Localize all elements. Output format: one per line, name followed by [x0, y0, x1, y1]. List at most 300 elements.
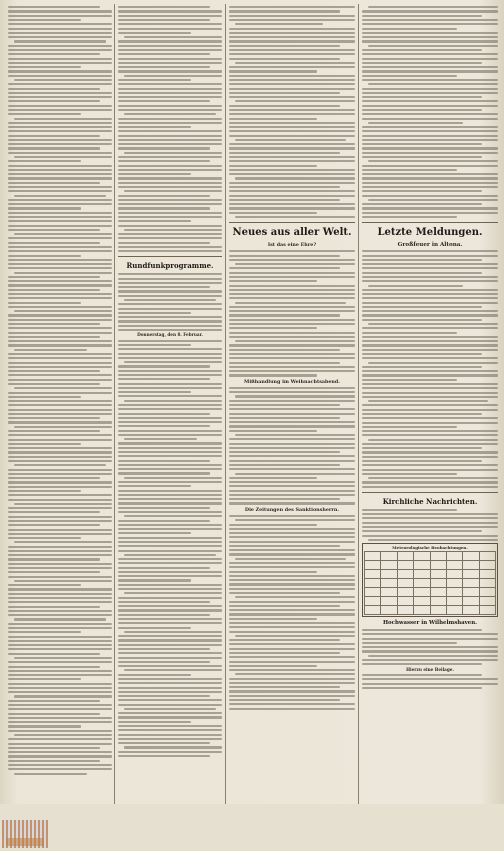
- weather-cell: [381, 579, 397, 588]
- text-line: [118, 699, 222, 701]
- text-line: [362, 70, 498, 72]
- text-line: [118, 387, 222, 389]
- text-line: [8, 199, 112, 201]
- text-line: [229, 109, 355, 111]
- text-line: [362, 464, 498, 466]
- text-line: [8, 571, 100, 573]
- text-line: [229, 460, 355, 462]
- program-date-line: Donnerstag, den 8. Februar.: [137, 332, 203, 338]
- text-line: [362, 53, 498, 55]
- weather-cell: [479, 606, 495, 615]
- text-line: [229, 186, 340, 188]
- text-line: [229, 562, 355, 564]
- text-line: [118, 340, 222, 342]
- text-line: [229, 417, 340, 419]
- text-line: [229, 212, 317, 214]
- text-line: [229, 438, 355, 440]
- text-line: [362, 663, 482, 665]
- text-line: [8, 242, 100, 244]
- weather-row: [365, 570, 496, 579]
- text-line: [362, 426, 457, 428]
- text-line: [8, 704, 112, 706]
- text-line: [8, 627, 112, 629]
- text-line: [118, 545, 222, 547]
- text-line: [118, 357, 222, 359]
- text-line: [118, 282, 222, 284]
- text-line: [8, 451, 112, 453]
- text-line: [118, 273, 222, 275]
- text-line: [118, 537, 222, 539]
- text-line: [8, 15, 112, 17]
- text-line: [118, 66, 210, 68]
- text-line: [8, 494, 112, 496]
- text-line: [8, 473, 112, 475]
- text-line: [362, 417, 498, 419]
- text-line: [118, 246, 222, 248]
- section-divider: [362, 492, 498, 493]
- text-line: [118, 118, 222, 120]
- text-line: [8, 747, 100, 749]
- text-line: [118, 395, 222, 397]
- column-3-text: [229, 6, 355, 218]
- text-line: [229, 169, 355, 171]
- text-line: [362, 203, 482, 205]
- text-line: [14, 734, 112, 736]
- text-line: [8, 344, 112, 346]
- text-line: [362, 357, 498, 359]
- church-news-heading: Kirchliche Nachrichten.: [382, 496, 478, 506]
- column-2: [118, 4, 222, 794]
- text-line: [118, 365, 210, 367]
- text-line: [118, 614, 210, 616]
- text-line: [362, 379, 457, 381]
- text-line: [8, 370, 100, 372]
- text-line: [118, 156, 222, 158]
- text-line: [362, 302, 498, 304]
- text-line: [229, 28, 355, 30]
- text-line: [362, 443, 498, 445]
- text-line: [8, 177, 112, 179]
- text-line: [229, 665, 317, 667]
- text-line: [118, 451, 222, 453]
- text-line: [118, 674, 191, 676]
- text-line: [118, 378, 210, 380]
- text-line: [118, 28, 222, 30]
- weather-table: [362, 543, 498, 617]
- text-line: [229, 79, 355, 81]
- text-line: [362, 447, 482, 449]
- text-line: [362, 332, 457, 334]
- text-line: [118, 212, 222, 214]
- text-line: [362, 522, 498, 524]
- text-line: [229, 126, 355, 128]
- text-line: [118, 605, 222, 607]
- text-line: [229, 143, 355, 145]
- text-line: [229, 579, 355, 581]
- text-line: [8, 216, 112, 218]
- text-line: [14, 618, 106, 620]
- text-line: [362, 297, 498, 299]
- text-line: [229, 353, 355, 355]
- text-line: [368, 122, 463, 124]
- text-line: [235, 558, 346, 560]
- text-line: [118, 648, 210, 650]
- text-line: [118, 130, 222, 132]
- text-line: [229, 362, 340, 364]
- text-line: [14, 79, 112, 81]
- text-line: [229, 276, 355, 278]
- text-line: [8, 327, 112, 329]
- text-line: [118, 45, 222, 47]
- text-line: [8, 606, 100, 608]
- text-line: [362, 66, 498, 68]
- text-line: [362, 387, 498, 389]
- latest-news-heading: Letzte Meldungen.: [377, 227, 483, 239]
- text-line: [229, 669, 355, 671]
- text-line: [229, 652, 340, 654]
- text-line: [118, 233, 222, 235]
- text-line: [8, 319, 112, 321]
- text-line: [118, 10, 222, 12]
- radio-program-listing: [118, 340, 222, 757]
- text-line: [8, 237, 112, 239]
- text-line: [118, 579, 191, 581]
- weather-cell: [430, 570, 446, 579]
- text-line: [362, 383, 498, 385]
- text-line: [8, 255, 81, 257]
- text-line: [362, 530, 482, 532]
- text-line: [362, 36, 498, 38]
- weather-cell: [479, 561, 495, 570]
- text-line: [8, 96, 112, 98]
- text-line: [229, 344, 355, 346]
- news-section-heading: Neues aus aller Welt.: [232, 227, 352, 239]
- text-line: [14, 118, 112, 120]
- text-line: [368, 83, 498, 85]
- text-line: [8, 45, 112, 47]
- weather-cell: [446, 597, 462, 606]
- weather-cell: [365, 597, 381, 606]
- text-line: [118, 716, 222, 718]
- text-line: [8, 755, 112, 757]
- weather-cell: [397, 561, 413, 570]
- text-line: [229, 280, 317, 282]
- text-line: [229, 464, 340, 466]
- text-line: [229, 541, 355, 543]
- text-line: [124, 190, 222, 192]
- text-line: [118, 652, 222, 654]
- text-line: [229, 571, 317, 573]
- text-line: [118, 203, 222, 205]
- weather-cell: [414, 579, 430, 588]
- text-line: [8, 550, 112, 552]
- text-line: [8, 276, 100, 278]
- text-line: [8, 520, 112, 522]
- weather-cell: [381, 588, 397, 597]
- text-line: [118, 58, 222, 60]
- text-line: [362, 88, 498, 90]
- text-line: [124, 36, 222, 38]
- text-line: [229, 366, 355, 368]
- text-line: [118, 635, 222, 637]
- text-line: [8, 160, 81, 162]
- text-line: [8, 511, 100, 513]
- weather-cell: [365, 552, 381, 561]
- text-line: [8, 19, 81, 21]
- text-line: [118, 316, 222, 318]
- text-line: [235, 434, 355, 436]
- text-line: [368, 160, 498, 162]
- text-line: [368, 400, 488, 402]
- column-rule: [114, 4, 115, 804]
- weather-cell: [397, 597, 413, 606]
- text-line: [8, 280, 112, 282]
- text-line: [8, 220, 112, 222]
- text-line: [8, 516, 112, 518]
- text-line: [8, 430, 100, 432]
- column-3: [229, 4, 355, 794]
- text-line: [362, 642, 457, 644]
- text-line: [8, 447, 112, 449]
- text-line: [229, 588, 355, 590]
- text-line: [362, 130, 498, 132]
- text-line: [235, 263, 355, 265]
- text-line: [362, 486, 498, 488]
- text-line: [124, 669, 222, 671]
- text-line: [8, 225, 112, 227]
- text-line: [118, 425, 210, 427]
- text-line: [229, 58, 340, 60]
- text-line: [235, 473, 355, 475]
- text-line: [8, 92, 112, 94]
- column-4: [362, 4, 498, 794]
- text-line: [362, 276, 498, 278]
- text-line: [8, 554, 112, 556]
- text-line: [8, 661, 112, 663]
- text-line: [235, 139, 346, 141]
- weather-cell: [446, 579, 462, 588]
- text-line: [229, 661, 355, 663]
- text-line: [229, 618, 317, 620]
- text-line: [8, 636, 112, 638]
- text-line: [8, 610, 112, 612]
- text-line: [14, 580, 112, 582]
- text-line: [229, 421, 355, 423]
- weather-row: [365, 579, 496, 588]
- text-line: [8, 700, 100, 702]
- text-line: [229, 639, 340, 641]
- text-line: [118, 53, 210, 55]
- text-line: [118, 383, 222, 385]
- text-line: [124, 361, 222, 363]
- text-line: [118, 417, 222, 419]
- text-line: [8, 126, 112, 128]
- text-line: [118, 490, 222, 492]
- text-line: [118, 177, 222, 179]
- text-line: [14, 40, 106, 42]
- text-line: [118, 567, 210, 569]
- text-line: [118, 374, 222, 376]
- text-line: [229, 83, 355, 85]
- text-line: [229, 96, 355, 98]
- text-line: [235, 216, 355, 218]
- text-line: [118, 468, 222, 470]
- text-line: [118, 135, 222, 137]
- text-line: [368, 285, 463, 287]
- text-line: [362, 143, 482, 145]
- text-line: [124, 152, 222, 154]
- text-line: [118, 195, 210, 197]
- text-line: [8, 499, 112, 501]
- text-line: [229, 306, 355, 308]
- latest-news-subheading: Großfeuer in Altona.: [397, 242, 463, 249]
- text-line: [362, 212, 498, 214]
- text-line: [118, 738, 222, 740]
- weather-cell: [365, 606, 381, 615]
- column-1-text: [8, 6, 112, 774]
- text-line: [8, 173, 112, 175]
- weather-cell: [430, 597, 446, 606]
- weather-cell: [414, 570, 430, 579]
- weather-row: [365, 588, 496, 597]
- text-line: [8, 246, 112, 248]
- news-subheading: Ist das eine Ehre?: [267, 242, 317, 249]
- text-line: [362, 353, 482, 355]
- text-line: [8, 409, 112, 411]
- weather-cell: [479, 552, 495, 561]
- text-line: [235, 519, 355, 521]
- text-line: [229, 285, 355, 287]
- text-line: [362, 310, 498, 312]
- text-line: [362, 10, 498, 12]
- text-line: [118, 169, 222, 171]
- text-line: [235, 635, 355, 637]
- text-line: [362, 58, 498, 60]
- text-line: [8, 6, 100, 8]
- text-line: [362, 62, 482, 64]
- text-line: [362, 96, 482, 98]
- text-line: [235, 302, 346, 304]
- text-line: [8, 353, 112, 355]
- text-line: [362, 207, 498, 209]
- text-line: [8, 143, 112, 145]
- text-line: [14, 773, 87, 775]
- text-line: [8, 674, 112, 676]
- text-line: [362, 190, 482, 192]
- text-line: [229, 190, 355, 192]
- text-line: [362, 674, 482, 676]
- text-line: [8, 486, 112, 488]
- text-line: [235, 395, 355, 397]
- weather-cell: [414, 597, 430, 606]
- column-2-text: [118, 6, 222, 252]
- text-line: [124, 515, 222, 517]
- text-line: [368, 6, 498, 8]
- text-line: [362, 186, 498, 188]
- text-line: [8, 165, 112, 167]
- text-line: [118, 143, 222, 145]
- text-line: [229, 695, 355, 697]
- text-line: [368, 45, 498, 47]
- text-line: [8, 152, 112, 154]
- text-line: [8, 670, 112, 672]
- text-line: [8, 267, 112, 269]
- text-line: [8, 383, 100, 385]
- text-line: [118, 704, 222, 706]
- text-line: [118, 122, 222, 124]
- text-line: [362, 513, 498, 515]
- flood-heading: Hochwasser in Wilhelmshaven.: [382, 620, 478, 627]
- text-line: [229, 45, 340, 47]
- weather-cell: [365, 588, 381, 597]
- text-line: [362, 659, 498, 661]
- text-line: [362, 526, 498, 528]
- section-divider: [362, 222, 498, 223]
- text-line: [8, 392, 112, 394]
- text-line: [229, 387, 355, 389]
- text-line: [124, 400, 222, 402]
- text-line: [8, 546, 112, 548]
- text-line: [8, 614, 112, 616]
- weather-cell: [397, 579, 413, 588]
- text-line: [118, 434, 222, 436]
- text-line: [118, 23, 222, 25]
- text-line: [8, 683, 112, 685]
- text-line: [8, 584, 81, 586]
- church-news-text: [362, 509, 498, 541]
- text-line: [368, 199, 498, 201]
- text-line: [229, 703, 355, 705]
- text-line: [8, 400, 112, 402]
- text-line: [362, 456, 498, 458]
- text-line: [118, 665, 222, 667]
- text-line: [118, 627, 191, 629]
- text-line: [229, 105, 340, 107]
- text-line: [8, 751, 112, 753]
- news-article-text: [229, 387, 355, 505]
- library-color-stamp: [6, 838, 44, 846]
- text-line: [8, 49, 112, 51]
- text-line: [8, 623, 112, 625]
- text-line: [118, 639, 222, 641]
- text-line: [362, 646, 498, 648]
- text-line: [368, 477, 498, 479]
- text-line: [118, 160, 210, 162]
- text-line: [14, 233, 112, 235]
- text-line: [229, 549, 355, 551]
- text-line: [118, 460, 210, 462]
- text-line: [118, 601, 210, 603]
- text-line: [229, 147, 355, 149]
- text-line: [118, 502, 222, 504]
- text-line: [229, 152, 340, 154]
- text-line: [8, 640, 112, 642]
- text-line: [229, 374, 317, 376]
- text-line: [118, 15, 222, 17]
- text-line: [8, 601, 112, 603]
- weather-cell: [463, 552, 479, 561]
- text-line: [8, 588, 112, 590]
- text-line: [118, 622, 222, 624]
- text-line: [118, 199, 222, 201]
- text-line: [8, 631, 81, 633]
- text-line: [229, 75, 355, 77]
- text-line: [229, 477, 317, 479]
- text-line: [362, 177, 498, 179]
- text-line: [229, 425, 355, 427]
- text-line: [229, 485, 355, 487]
- text-line: [8, 302, 81, 304]
